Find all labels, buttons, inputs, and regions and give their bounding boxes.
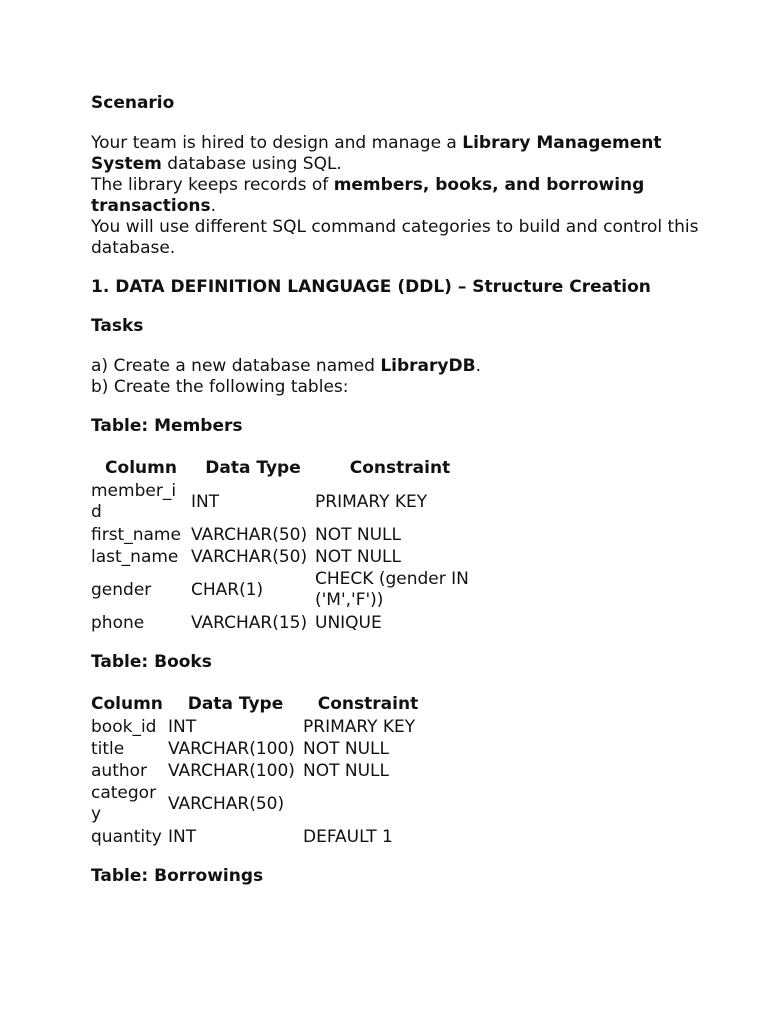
column-header: Constraint <box>317 693 419 714</box>
table-cell: PRIMARY KEY <box>315 491 428 512</box>
table-header-row <box>91 456 485 480</box>
intro-line-3: You will use different SQL command categories to build and control this database. <box>91 217 699 258</box>
table-cell: NOT NULL <box>303 738 389 759</box>
section-ddl-heading: 1. DATA DEFINITION LANGUAGE (DDL) – Structure Creation <box>91 277 651 297</box>
task-b: b) Create the following tables: <box>91 377 349 397</box>
table-row <box>91 546 485 568</box>
table-cell: first_name <box>91 524 181 545</box>
table-cell: NOT NULL <box>303 760 389 781</box>
books-table <box>91 692 433 848</box>
table-cell: INT <box>191 491 220 512</box>
table-cell: author <box>91 760 148 781</box>
column-header: Column <box>105 457 177 478</box>
task-list <box>91 356 711 398</box>
table-cell: phone <box>91 612 145 633</box>
table-row <box>91 826 433 848</box>
members-table-title: Table: Members <box>91 416 243 436</box>
column-header: Data Type <box>205 457 301 478</box>
table-row <box>91 716 433 738</box>
task-a-end: . <box>475 356 481 376</box>
table-cell: last_name <box>91 546 179 567</box>
borrowings-table-title: Table: Borrowings <box>91 866 264 886</box>
table-row <box>91 738 433 760</box>
table-row <box>91 612 485 634</box>
table-cell: UNIQUE <box>315 612 382 633</box>
tasks-heading: Tasks <box>91 316 144 336</box>
intro-line-1 <box>91 133 711 175</box>
intro-text: Your team is hired to design and manage a <box>91 133 463 153</box>
members-table <box>91 456 485 634</box>
table-cell: gender <box>91 579 152 600</box>
table-cell: INT <box>168 716 197 737</box>
task-a-text: a) Create a new database named <box>91 356 381 376</box>
intro-bold-system: Library Management System <box>91 133 662 174</box>
scenario-heading: Scenario <box>91 93 175 113</box>
intro-text: . <box>210 196 217 216</box>
table-cell: INT <box>168 826 197 847</box>
table-cell: VARCHAR(50) <box>191 546 308 567</box>
table-cell: member_i d <box>91 481 177 522</box>
column-header: Constraint <box>349 457 451 478</box>
table-cell: VARCHAR(100) <box>168 738 295 759</box>
table-row <box>91 760 433 782</box>
table-cell: NOT NULL <box>315 546 401 567</box>
table-cell: CHAR(1) <box>191 579 264 600</box>
table-row <box>91 480 485 524</box>
books-table-title: Table: Books <box>91 652 212 672</box>
task-a <box>91 356 711 377</box>
scenario-intro <box>91 133 711 259</box>
table-cell: DEFAULT 1 <box>303 826 393 847</box>
document-page <box>91 93 711 887</box>
table-cell: title <box>91 738 125 759</box>
table-cell: VARCHAR(50) <box>168 793 285 814</box>
intro-bold-records: members, books, and borrowing transactions <box>91 175 645 216</box>
table-row <box>91 568 485 612</box>
table-row <box>91 782 433 826</box>
table-cell: PRIMARY KEY <box>303 716 416 737</box>
table-cell: book_id <box>91 716 157 737</box>
table-cell: VARCHAR(100) <box>168 760 295 781</box>
table-cell: CHECK (gender IN ('M','F')) <box>315 569 469 610</box>
table-cell: categor y <box>91 783 157 824</box>
table-cell: VARCHAR(15) <box>191 612 308 633</box>
intro-text: The library keeps records of <box>91 175 334 195</box>
table-cell: NOT NULL <box>315 524 401 545</box>
intro-line-2 <box>91 175 711 217</box>
intro-text: database using SQL. <box>161 154 342 174</box>
column-header: Data Type <box>187 693 284 714</box>
table-cell: quantity <box>91 826 162 847</box>
column-header: Column <box>91 693 163 714</box>
table-cell <box>303 782 433 826</box>
table-cell: VARCHAR(50) <box>191 524 308 545</box>
database-name: LibraryDB <box>380 356 476 376</box>
table-row <box>91 524 485 546</box>
table-header-row <box>91 692 433 716</box>
